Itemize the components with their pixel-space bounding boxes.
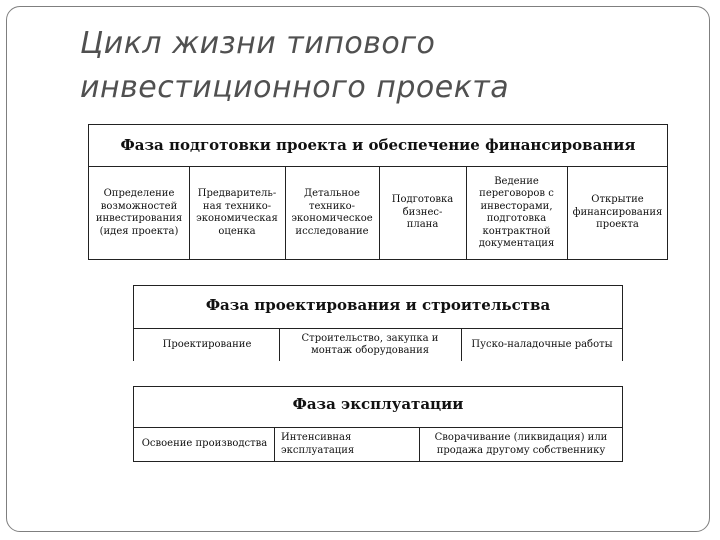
table-cell: Строительство, закупка и монтаж оборудования xyxy=(301,332,439,356)
table-cell: Ведение переговоров с инвесторами, подготовка контрактной документация xyxy=(478,175,555,249)
slide-title-line-2: инвестиционного проекта xyxy=(80,70,510,105)
slide-title-line-1: Цикл жизни типового xyxy=(80,26,436,61)
table-cell: Предваритель-ная технико-экономическая оценка xyxy=(196,188,278,237)
phase-construction-header: Фаза проектирования и строительства xyxy=(134,286,622,329)
table-cell: Подготовка бизнес-плана xyxy=(391,194,454,231)
phase-preparation-header: Фаза подготовки проекта и обеспечение финансирования xyxy=(89,125,667,167)
table-cell: Открытие финансирования проекта xyxy=(572,194,663,231)
phase-operation-header: Фаза эксплуатации xyxy=(134,387,622,428)
table-cell: Интенсивная эксплуатация xyxy=(281,432,355,456)
phase-preparation-table xyxy=(88,124,668,260)
table-cell: Освоение производства xyxy=(141,438,268,450)
slide-title xyxy=(80,22,640,110)
table-cell: Сворачивание (ликвидация) или продажа другому собственнику xyxy=(434,432,608,456)
table-cell: Пуско-наладочные работы xyxy=(471,338,613,350)
table-cell: Определение возможностей инвестирования (идея проекта) xyxy=(95,188,183,237)
table-cell: Проектирование xyxy=(162,338,252,350)
phase-operation-table xyxy=(133,386,623,462)
phase-construction-table xyxy=(133,285,623,361)
table-cell: Детальное технико-экономическое исследование xyxy=(291,188,373,237)
